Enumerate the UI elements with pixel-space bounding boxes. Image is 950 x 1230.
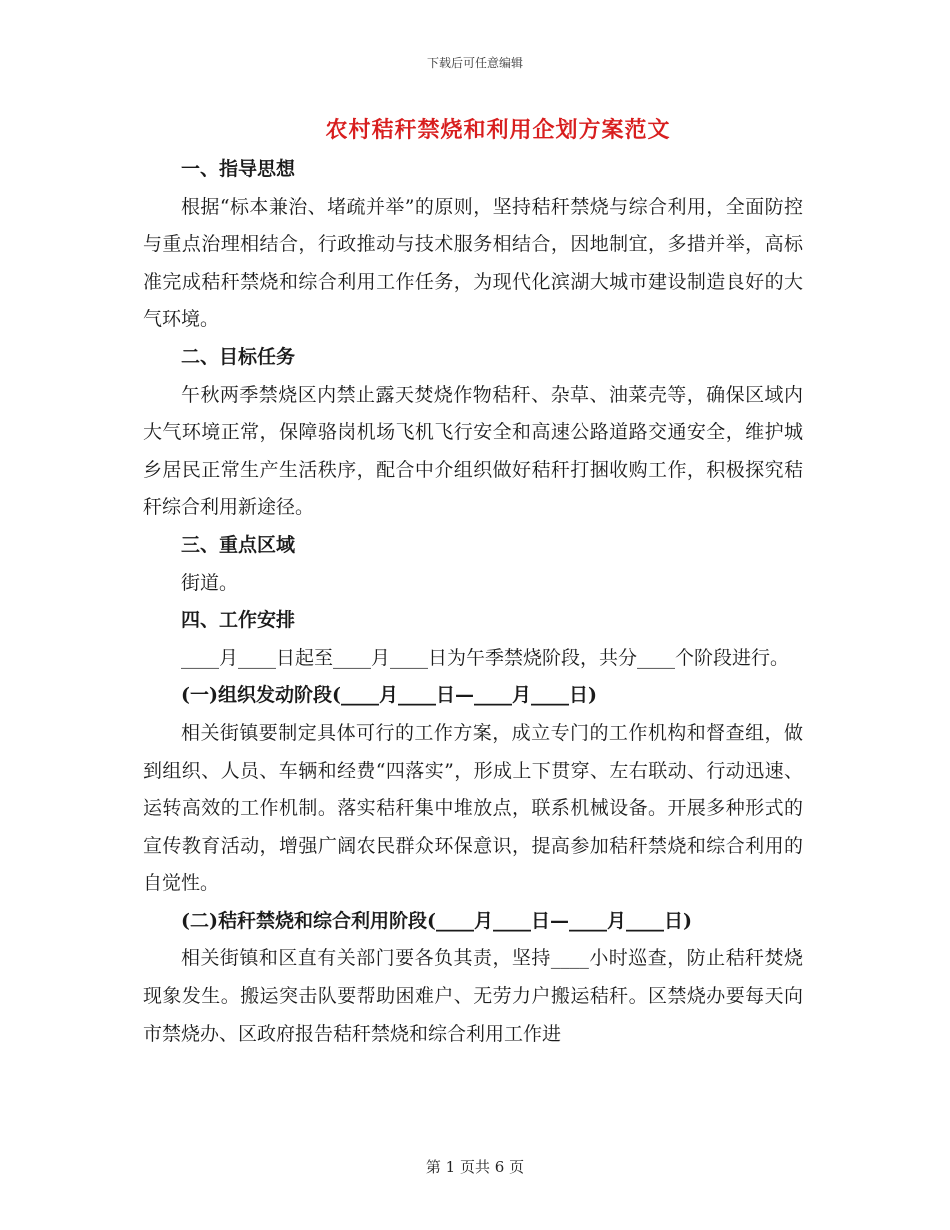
- section-paragraph: 相关街镇要制定具体可行的工作方案，成立专门的工作机构和督查组，做到组织、人员、车辆和经费“四落实”，形成上下贯穿、左右联动、行动迅速、运转高效的工作机制。落实秸秆集中堆放点，联系机械设备。开展多种形式的宣传教育活动，增强广阔农民群众环保意识，提高参加秸秆禁烧和综合利用的自觉性。: [143, 721, 803, 895]
- section-paragraph: ____月____日起至____月____日为午季禁烧阶段，共分____个阶段进行。: [181, 646, 790, 669]
- section-paragraph: 根据“标本兼治、堵疏并举”的原则，坚持秸秆禁烧与综合利用，全面防控与重点治理相结合，行政推动与技术服务相结合，因地制宜，多措并举，高标准完成秸秆禁烧和综合利用工作任务，为现代化滨湖大城市建设制造良好的大气环境。: [143, 195, 803, 331]
- section-heading-guiding-ideology: 一、指导思想: [181, 158, 296, 180]
- section-heading-work-arrangement: 四、工作安排: [181, 609, 296, 632]
- document-title: 农村秸秆禁烧和利用企划方案范文: [325, 117, 671, 143]
- page-header-note: 下载后可任意编辑: [426, 56, 523, 70]
- subsection-heading-mobilization: (一)组织发动阶段(____月____日—____月____日): [181, 684, 597, 707]
- section-heading-goals: 二、目标任务: [181, 345, 296, 368]
- page-number: 第 1 页共 6 页: [425, 1158, 525, 1176]
- section-paragraph: 街道。: [181, 571, 239, 594]
- section-paragraph: 午秋两季禁烧区内禁止露天焚烧作物秸秆、杂草、油菜壳等，确保区域内大气环境正常，保障骆岗机场飞机飞行安全和高速公路道路交通安全，维护城乡居民正常生产生活秩序，配合中介组织做好秸秆打捆收购工作，积极探究秸秆综合利用新途径。: [143, 383, 803, 519]
- section-heading-key-areas: 三、重点区域: [181, 533, 296, 556]
- document-body: [143, 151, 803, 1053]
- subsection-heading-ban-and-utilization: (二)秸秆禁烧和综合利用阶段(____月____日—____月____日): [181, 909, 692, 932]
- section-paragraph: 相关街镇和区直有关部门要各负其责，坚持____小时巡查，防止秸秆焚烧现象发生。搬运突击队要帮助困难户、无劳力户搬运秸秆。区禁烧办要每天向市禁烧办、区政府报告秸秆禁烧和综合利用工作进: [143, 947, 803, 1045]
